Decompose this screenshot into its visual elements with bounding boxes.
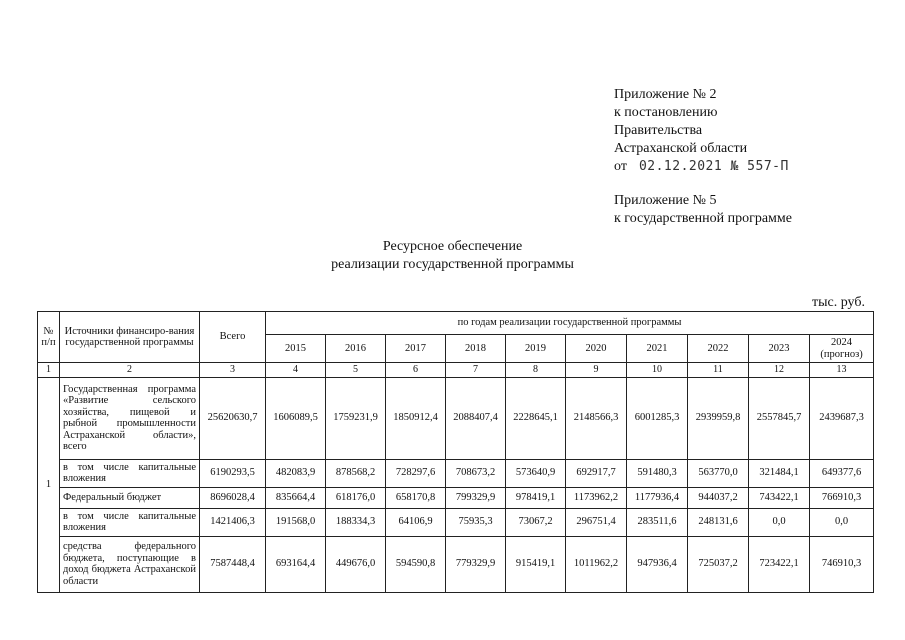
row-source: средства федерального бюджета, поступающие в доход бюджета Астраханской области xyxy=(60,536,200,592)
cell-value: 0,0 xyxy=(810,508,874,536)
header-row-1 xyxy=(38,312,874,335)
cell-value: 0,0 xyxy=(749,508,810,536)
decree-appendix-line1: Приложение № 2 xyxy=(614,87,717,102)
cell-value: 878568,2 xyxy=(326,459,386,487)
cell-value: 944037,2 xyxy=(688,487,749,508)
cell-value: 594590,8 xyxy=(386,536,446,592)
cell-value: 618176,0 xyxy=(326,487,386,508)
decree-appendix-line3: Правительства xyxy=(614,123,703,138)
cell-value: 188334,3 xyxy=(326,508,386,536)
header-years-group: по годам реализации государственной программы xyxy=(266,312,874,335)
document-title xyxy=(0,238,905,274)
decree-date-prefix: от xyxy=(614,159,627,174)
decree-appendix-block xyxy=(614,86,789,176)
cell-value: 779329,9 xyxy=(446,536,506,592)
column-number: 9 xyxy=(566,363,627,378)
table-row xyxy=(38,459,874,487)
cell-value: 191568,0 xyxy=(266,508,326,536)
cell-value: 978419,1 xyxy=(506,487,566,508)
column-number: 12 xyxy=(749,363,810,378)
program-appendix-line1: Приложение № 5 xyxy=(614,193,717,208)
cell-value: 1850912,4 xyxy=(386,377,446,459)
cell-value: 2557845,7 xyxy=(749,377,810,459)
cell-value: 563770,0 xyxy=(688,459,749,487)
cell-value: 296751,4 xyxy=(566,508,627,536)
row-source: Государственная программа «Развитие сельского хозяйства, пищевой и рыбной промышленности Астраханской области», всего xyxy=(60,377,200,459)
column-number: 5 xyxy=(326,363,386,378)
header-year: 2018 xyxy=(446,335,506,363)
decree-date-line xyxy=(614,158,789,176)
cell-value: 283511,6 xyxy=(627,508,688,536)
document-title-line2: реализации государственной программы xyxy=(331,257,574,272)
table-row xyxy=(38,508,874,536)
row-source: в том числе капитальные вложения xyxy=(60,508,200,536)
cell-value: 449676,0 xyxy=(326,536,386,592)
cell-value: 1177936,4 xyxy=(627,487,688,508)
cell-value: 692917,7 xyxy=(566,459,627,487)
header-year: 2015 xyxy=(266,335,326,363)
cell-value: 248131,6 xyxy=(688,508,749,536)
cell-value: 743422,1 xyxy=(749,487,810,508)
cell-value: 75935,3 xyxy=(446,508,506,536)
header-year: 2016 xyxy=(326,335,386,363)
cell-value: 1173962,2 xyxy=(566,487,627,508)
cell-value: 573640,9 xyxy=(506,459,566,487)
header-year: 2017 xyxy=(386,335,446,363)
column-number-row xyxy=(38,363,874,378)
cell-value: 835664,4 xyxy=(266,487,326,508)
cell-total: 1421406,3 xyxy=(200,508,266,536)
header-year: 2024 (прогноз) xyxy=(810,335,874,363)
column-number: 11 xyxy=(688,363,749,378)
row-number: 1 xyxy=(38,377,60,592)
cell-value: 2228645,1 xyxy=(506,377,566,459)
cell-total: 8696028,4 xyxy=(200,487,266,508)
cell-value: 6001285,3 xyxy=(627,377,688,459)
cell-value: 725037,2 xyxy=(688,536,749,592)
cell-value: 649377,6 xyxy=(810,459,874,487)
header-year: 2021 xyxy=(627,335,688,363)
cell-value: 728297,6 xyxy=(386,459,446,487)
header-total: Всего xyxy=(200,312,266,363)
cell-value: 1011962,2 xyxy=(566,536,627,592)
column-number: 10 xyxy=(627,363,688,378)
cell-total: 6190293,5 xyxy=(200,459,266,487)
cell-total: 25620630,7 xyxy=(200,377,266,459)
cell-value: 947936,4 xyxy=(627,536,688,592)
column-number: 4 xyxy=(266,363,326,378)
cell-value: 693164,4 xyxy=(266,536,326,592)
header-year: 2022 xyxy=(688,335,749,363)
cell-total: 7587448,4 xyxy=(200,536,266,592)
header-year: 2019 xyxy=(506,335,566,363)
unit-label: тыс. руб. xyxy=(812,295,865,310)
header-num: № п/п xyxy=(38,312,60,363)
cell-value: 746910,3 xyxy=(810,536,874,592)
cell-value: 591480,3 xyxy=(627,459,688,487)
column-number: 7 xyxy=(446,363,506,378)
column-number: 6 xyxy=(386,363,446,378)
decree-date-number: 02.12.2021 № 557-П xyxy=(638,159,789,174)
table-row xyxy=(38,377,874,459)
header-year: 2023 xyxy=(749,335,810,363)
cell-value: 766910,3 xyxy=(810,487,874,508)
resource-table xyxy=(37,311,874,593)
column-number: 3 xyxy=(200,363,266,378)
cell-value: 2148566,3 xyxy=(566,377,627,459)
cell-value: 723422,1 xyxy=(749,536,810,592)
column-number: 13 xyxy=(810,363,874,378)
program-appendix-line2: к государственной программе xyxy=(614,211,792,226)
cell-value: 1759231,9 xyxy=(326,377,386,459)
cell-value: 321484,1 xyxy=(749,459,810,487)
header-source: Источники финансиро-вания государственной программы xyxy=(60,312,200,363)
cell-value: 658170,8 xyxy=(386,487,446,508)
header-year: 2020 xyxy=(566,335,627,363)
cell-value: 2088407,4 xyxy=(446,377,506,459)
row-source: в том числе капитальные вложения xyxy=(60,459,200,487)
cell-value: 2439687,3 xyxy=(810,377,874,459)
cell-value: 799329,9 xyxy=(446,487,506,508)
cell-value: 1606089,5 xyxy=(266,377,326,459)
cell-value: 482083,9 xyxy=(266,459,326,487)
table-row xyxy=(38,536,874,592)
cell-value: 64106,9 xyxy=(386,508,446,536)
cell-value: 915419,1 xyxy=(506,536,566,592)
row-source: Федеральный бюджет xyxy=(60,487,200,508)
cell-value: 73067,2 xyxy=(506,508,566,536)
decree-appendix-line4: Астраханской области xyxy=(614,141,748,156)
column-number: 2 xyxy=(60,363,200,378)
decree-appendix-line2: к постановлению xyxy=(614,105,718,120)
cell-value: 2939959,8 xyxy=(688,377,749,459)
column-number: 8 xyxy=(506,363,566,378)
program-appendix-block xyxy=(614,192,792,228)
column-number: 1 xyxy=(38,363,60,378)
cell-value: 708673,2 xyxy=(446,459,506,487)
document-title-line1: Ресурсное обеспечение xyxy=(382,239,523,254)
table-row xyxy=(38,487,874,508)
